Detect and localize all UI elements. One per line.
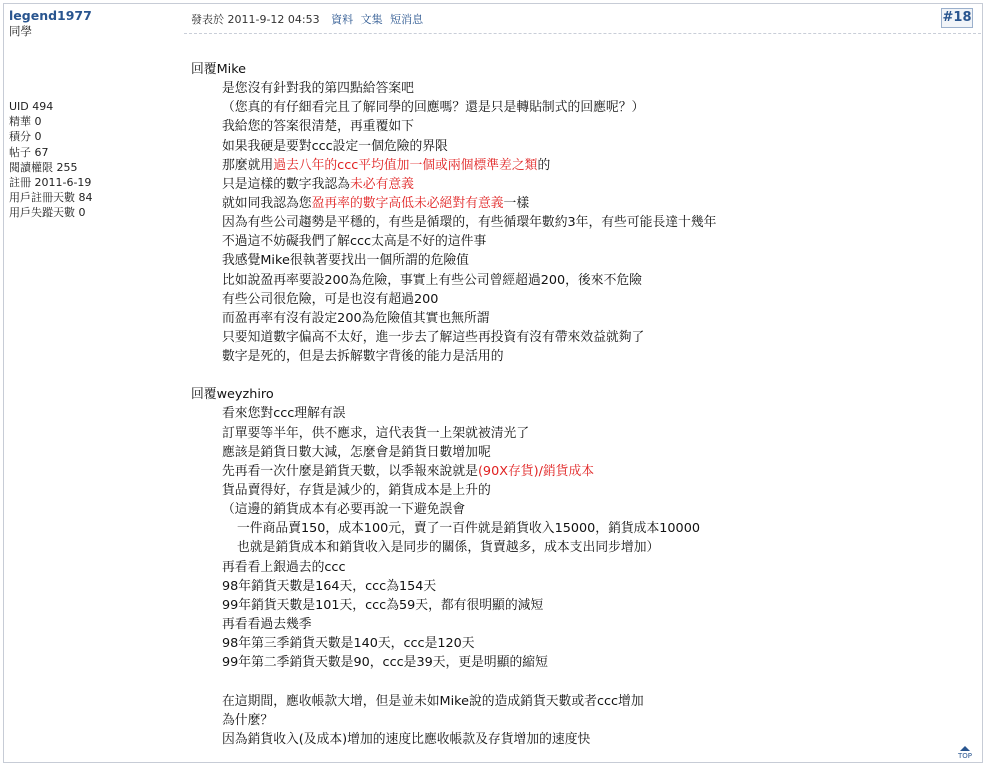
reply-heading: 回覆weyzhiro xyxy=(191,387,274,403)
stat-posts: 帖子 67 xyxy=(9,145,49,159)
back-to-top-button[interactable] xyxy=(956,746,974,760)
content-line: 數字是死的，但是去拆解數字背後的能力是活用的 xyxy=(222,349,504,365)
line-text: 就如同我認為您 xyxy=(222,195,312,211)
user-sidebar xyxy=(9,8,174,39)
content-line: 只要知道數字偏高不太好，進一步去了解這些再投資有沒有帶來效益就夠了 xyxy=(222,329,645,345)
profile-link[interactable]: 資料 xyxy=(331,13,354,26)
reply-weyzhiro-section xyxy=(191,385,716,749)
post-info-bar xyxy=(191,11,423,27)
floor-number-link[interactable]: #18 xyxy=(941,8,973,28)
user-stats xyxy=(9,99,93,221)
content-line: （這邊的銷貨成本有必要再說一下避免誤會 xyxy=(222,502,466,518)
content-line: 貨品賣得好，存貨是減少的，銷貨成本是上升的 xyxy=(222,482,491,498)
content-line: 因為銷貨收入(及成本)增加的速度比應收帳款及存貨增加的速度快 xyxy=(222,731,591,747)
stat-digest: 精華 0 xyxy=(9,115,42,129)
content-line xyxy=(191,462,716,481)
posted-label: 發表於 xyxy=(191,13,224,26)
stat-missing-days: 用戶失蹤天數 0 xyxy=(9,206,86,220)
content-line: 我感覺Mike很執著要找出一個所謂的危險值 xyxy=(222,253,469,269)
reply-heading: 回覆Mike xyxy=(191,62,247,77)
content-line: 99年第二季銷貨天數是90，ccc是39天，更是明顯的縮短 xyxy=(222,655,548,671)
post-content xyxy=(191,60,716,749)
content-line xyxy=(191,194,716,213)
stat-registered-days: 用戶註冊天數 84 xyxy=(9,191,93,205)
line-text: 一樣 xyxy=(503,195,530,211)
content-line: 比如說盈再率要設200為危險，事實上有些公司曾經超過200，後來不危險 xyxy=(222,272,642,288)
content-line: 不過這不妨礙我們了解ccc太高是不好的這件事 xyxy=(222,234,487,250)
user-group: 同學 xyxy=(9,24,32,38)
line-text: 那麼就用 xyxy=(222,157,274,173)
highlight-text: 過去八年的ccc平均值加一個或兩個標準差之類 xyxy=(273,157,538,173)
content-line: 而盈再率有沒有設定200為危險值其實也無所謂 xyxy=(222,310,490,326)
line-text: 只是這樣的數字我認為 xyxy=(222,176,350,192)
blog-link[interactable]: 文集 xyxy=(360,13,383,26)
content-line: 有些公司很危險，可是也沒有超過200 xyxy=(222,291,439,307)
content-line: 應該是銷貨日數大減，怎麼會是銷貨日數增加呢 xyxy=(222,444,491,460)
content-line: 99年銷貨天數是101天，ccc為59天，都有很明顯的減短 xyxy=(222,597,544,613)
highlight-text: 未必有意義 xyxy=(349,176,414,192)
content-line: 是您沒有針對我的第四點給答案吧 xyxy=(222,81,414,97)
username-link[interactable]: legend1977 xyxy=(9,8,92,23)
top-label: TOP xyxy=(957,752,972,760)
content-line: 我給您的答案很清楚，再重覆如下 xyxy=(222,119,414,135)
content-line: 訂單要等半年，供不應求，這代表貨一上架就被清光了 xyxy=(222,425,530,441)
arrow-up-icon xyxy=(960,746,970,751)
highlight-text: 盈再率的數字高低未必絕對有意義 xyxy=(311,195,504,211)
content-line: 一件商品賣150，成本100元，賣了一百件就是銷貨收入15000，銷貨成本10000 xyxy=(237,521,700,537)
content-line: 98年第三季銷貨天數是140天，ccc是120天 xyxy=(222,636,475,652)
highlight-text: (90X存貨)/銷貨成本 xyxy=(477,463,595,479)
content-line: 再看看過去幾季 xyxy=(222,616,312,632)
stat-read-permission: 閱讀權限 255 xyxy=(9,160,78,174)
line-text: 先再看一次什麼是銷貨天數，以季報來說就是 xyxy=(222,463,478,479)
post-date: 2011-9-12 04:53 xyxy=(227,13,320,26)
stat-registered: 註冊 2011-6-19 xyxy=(9,176,92,190)
stat-points: 積分 0 xyxy=(9,130,42,144)
content-line: 看來您對ccc理解有誤 xyxy=(222,406,346,422)
line-text: 的 xyxy=(537,157,551,173)
content-line: 98年銷貨天數是164天，ccc為154天 xyxy=(222,578,437,594)
content-line xyxy=(191,175,716,194)
blank-line xyxy=(191,672,716,691)
stat-uid: UID 494 xyxy=(9,100,54,113)
content-line: 因為有些公司趨勢是平穩的，有些是循環的，有些循環年數約3年，有些可能長達十幾年 xyxy=(222,215,717,231)
content-line: 如果我硬是要對ccc設定一個危險的界限 xyxy=(222,138,448,154)
content-line: 在這期間，應收帳款大增，但是並未如Mike說的造成銷貨天數或者ccc增加 xyxy=(222,693,644,709)
content-line: 為什麼？ xyxy=(222,712,274,728)
content-line: （您真的有仔細看完且了解同學的回應嗎？還是只是轉貼制式的回應呢？） xyxy=(222,100,645,116)
reply-mike-section xyxy=(191,60,716,366)
message-link[interactable]: 短消息 xyxy=(390,13,424,26)
post-divider xyxy=(184,33,981,34)
content-line xyxy=(191,156,716,175)
content-line: 再看看上銀過去的ccc xyxy=(222,559,346,575)
content-line: 也就是銷貨成本和銷貨收入是同步的關係，貨賣越多，成本支出同步增加） xyxy=(237,540,660,556)
